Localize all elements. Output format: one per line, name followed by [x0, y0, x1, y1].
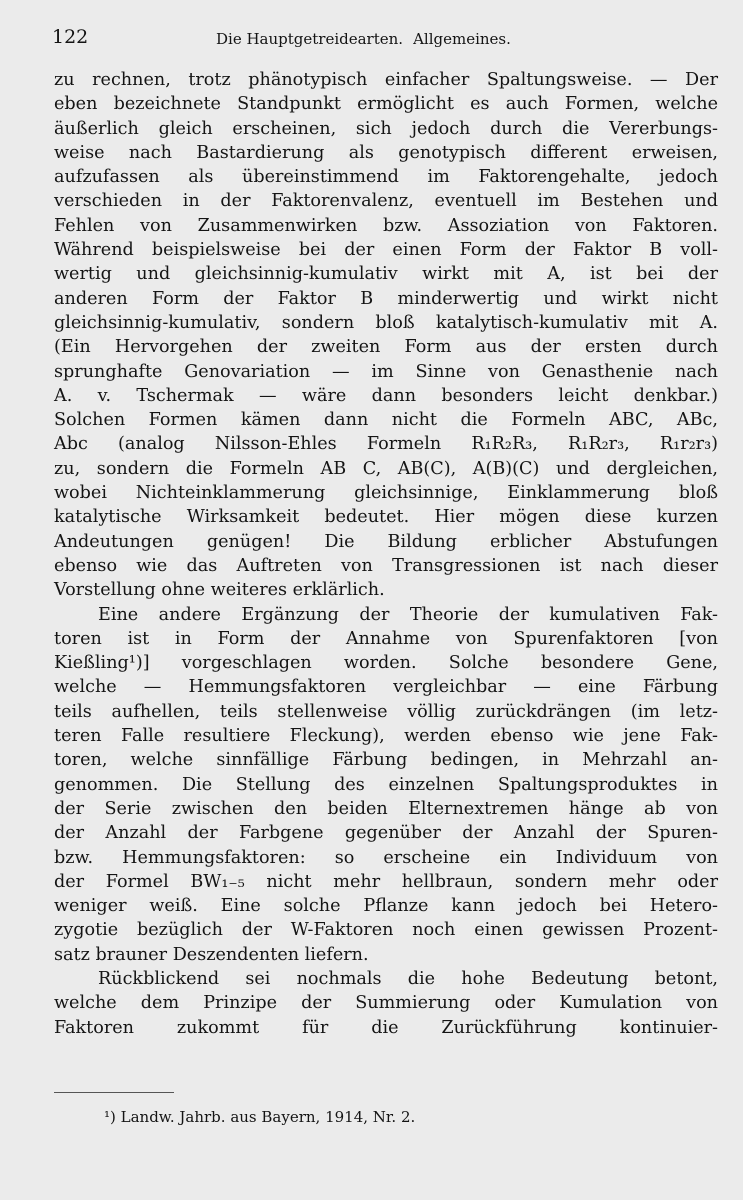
- text-line: Eine andere Ergänzung der Theorie der kumulativen Fak-: [98, 604, 718, 625]
- footnote-divider: [54, 1092, 174, 1093]
- text-line: Solchen Formen kämen dann nicht die Formeln ABC, ABc,: [54, 410, 718, 431]
- page-header: [52, 22, 712, 54]
- text-line: teren Falle resultiere Fleckung), werden ebenso wie jene Fak-: [54, 726, 718, 747]
- text-line: Während beispielsweise bei der einen Form der Faktor B voll-: [54, 240, 718, 261]
- text-line: zu rechnen, trotz phänotypisch einfacher Spaltungsweise. — Der: [54, 70, 718, 90]
- text-line: satz brauner Deszendenten liefern.: [54, 944, 369, 965]
- text-line: A. v. Tschermak — wäre dann besonders leicht denkbar.): [54, 385, 718, 406]
- running-head: [216, 30, 511, 48]
- text-line: zu, sondern die Formeln AB C, AB(C), A(B)(C) und dergleichen,: [54, 458, 718, 479]
- text-line: der Anzahl der Farbgene gegenüber der Anzahl der Spuren-: [54, 823, 718, 844]
- text-line: welche dem Prinzipe der Summierung oder Kumulation von: [54, 993, 718, 1014]
- text-line: gleichsinnig-kumulativ, sondern bloß katalytisch-kumulativ mit A.: [54, 312, 718, 333]
- text-line: Faktoren zukommt für die Zurückführung kontinuier-: [54, 1017, 718, 1038]
- text-line: äußerlich gleich erscheinen, sich jedoch durch die Vererbungs-: [54, 118, 718, 139]
- text-line: Kießling¹)] vorgeschlagen worden. Solche besondere Gene,: [54, 653, 718, 674]
- text-line: weniger weiß. Eine solche Pflanze kann jedoch bei Hetero-: [54, 896, 718, 917]
- page-number: 122: [52, 26, 89, 48]
- text-line: Fehlen von Zusammenwirken bzw. Assoziation von Faktoren.: [54, 215, 718, 236]
- text-line: genommen. Die Stellung des einzelnen Spaltungsproduktes in: [54, 774, 718, 795]
- text-line: toren, welche sinnfällige Färbung bedingen, in Mehrzahl an-: [54, 750, 718, 771]
- text-line: verschieden in der Faktorenvalenz, eventuell im Bestehen und: [54, 191, 718, 212]
- text-line: wertig und gleichsinnig-kumulativ wirkt mit A, ist bei der: [54, 264, 718, 285]
- text-line: katalytische Wirksamkeit bedeutet. Hier mögen diese kurzen: [54, 507, 718, 528]
- text-line: toren ist in Form der Annahme von Spurenfaktoren [von: [54, 628, 718, 649]
- text-line: bzw. Hemmungsfaktoren: so erscheine ein Individuum von: [54, 847, 718, 868]
- section-title: Allgemeines.: [413, 30, 511, 48]
- text-line: Abc (analog Nilsson-Ehles Formeln R₁R₂R₃, R₁R₂r₃, R₁r₂r₃): [54, 434, 718, 455]
- running-title: Die Hauptgetreidearten.: [216, 30, 404, 48]
- text-line: ebenso wie das Auftreten von Transgressionen ist nach dieser: [54, 555, 718, 576]
- text-line: Rückblickend sei nochmals die hohe Bedeutung betont,: [98, 968, 718, 989]
- text-line: der Serie zwischen den beiden Elternextremen hänge ab von: [54, 798, 718, 819]
- body-text: [54, 68, 718, 1040]
- text-line: Andeutungen genügen! Die Bildung erblicher Abstufungen: [54, 531, 718, 552]
- text-line: wobei Nichteinklammerung gleichsinnige, Einklammerung bloß: [54, 483, 718, 504]
- text-line: sprunghafte Genovariation — im Sinne von Genasthenie nach: [54, 361, 718, 382]
- text-line: der Formel BW₁₋₅ nicht mehr hellbraun, sondern mehr oder: [54, 871, 718, 892]
- footnote: ¹) Landw. Jahrb. aus Bayern, 1914, Nr. 2.: [104, 1108, 416, 1126]
- text-line: anderen Form der Faktor B minderwertig und wirkt nicht: [54, 288, 718, 309]
- text-line: zygotie bezüglich der W-Faktoren noch einen gewissen Prozent-: [54, 920, 718, 941]
- text-line: welche — Hemmungsfaktoren vergleichbar — eine Färbung: [54, 677, 718, 698]
- text-line: aufzufassen als übereinstimmend im Faktorengehalte, jedoch: [54, 167, 718, 188]
- text-line: weise nach Bastardierung als genotypisch different erweisen,: [54, 142, 718, 163]
- text-line: teils aufhellen, teils stellenweise völlig zurückdrängen (im letz-: [54, 701, 718, 722]
- text-line: (Ein Hervorgehen der zweiten Form aus der ersten durch: [54, 337, 718, 358]
- text-line: eben bezeichnete Standpunkt ermöglicht es auch Formen, welche: [54, 94, 718, 115]
- text-line: Vorstellung ohne weiteres erklärlich.: [54, 580, 385, 601]
